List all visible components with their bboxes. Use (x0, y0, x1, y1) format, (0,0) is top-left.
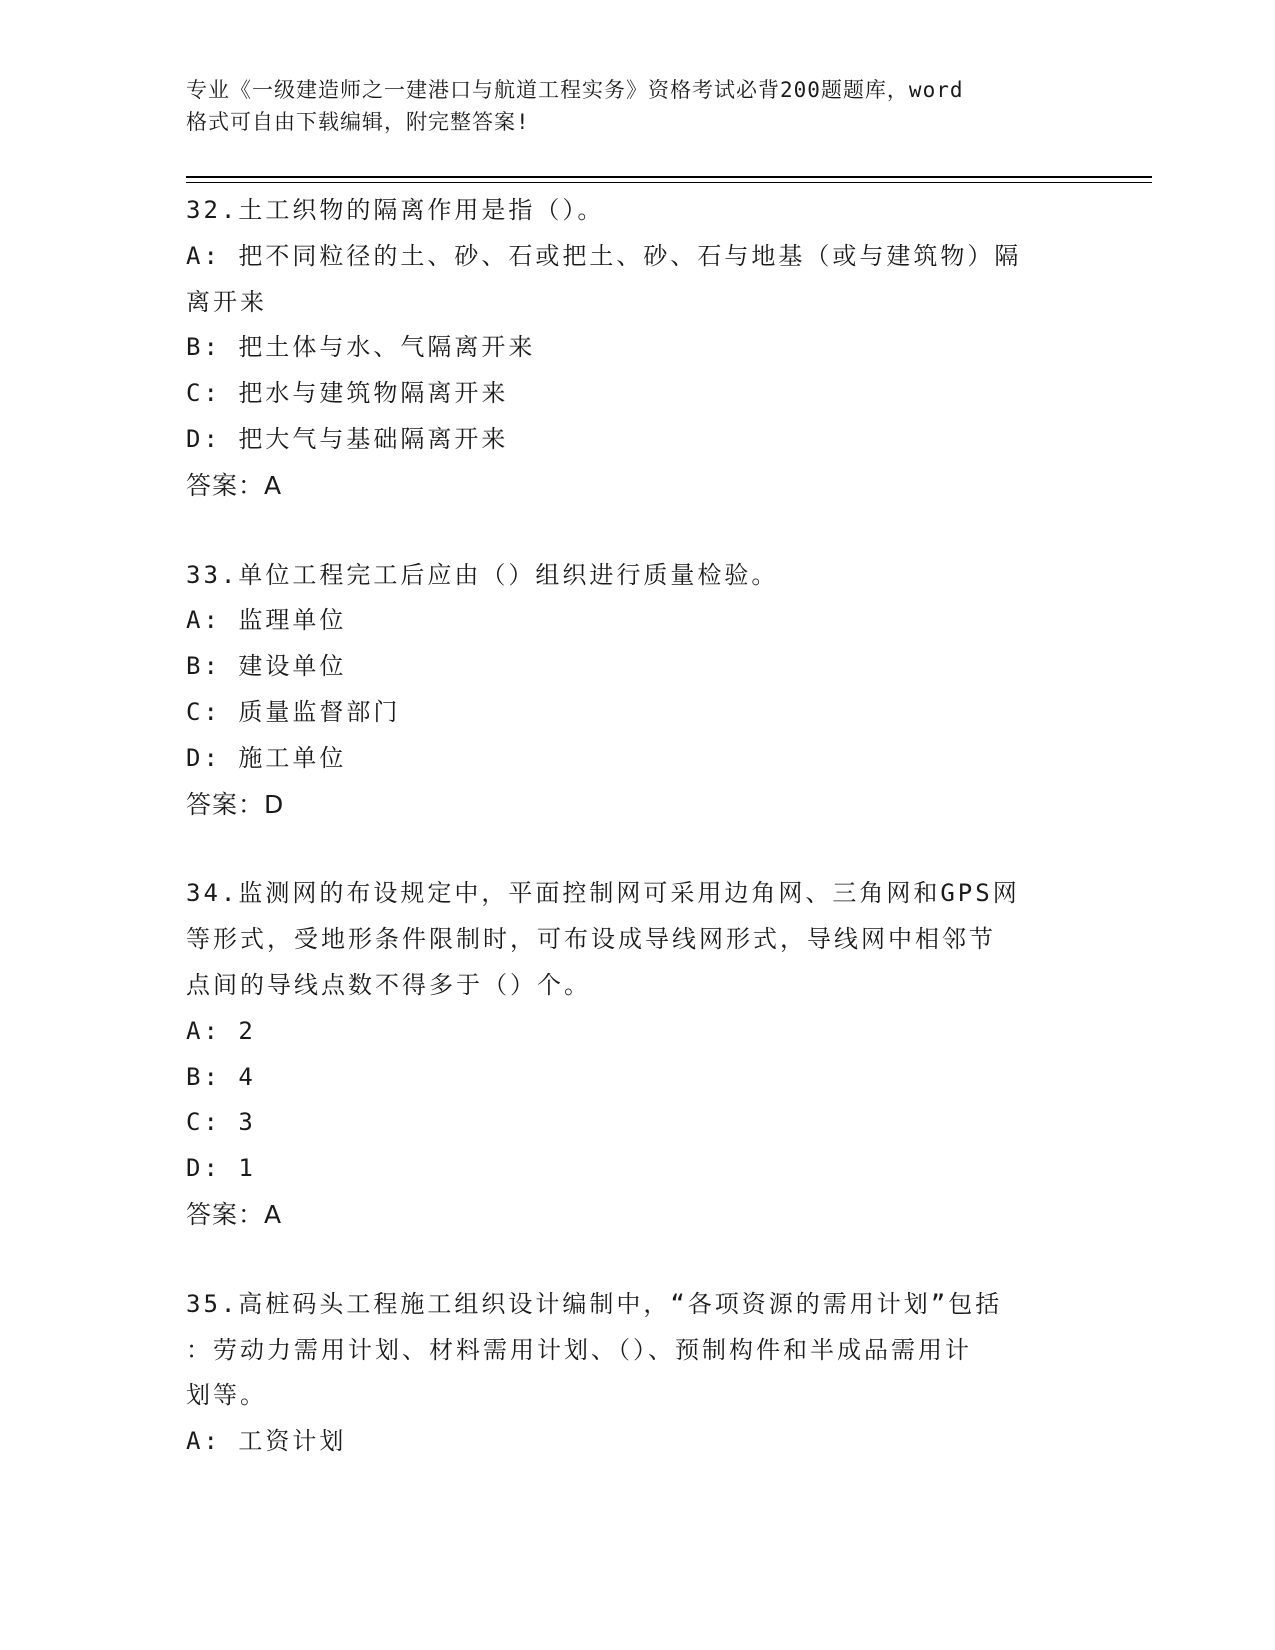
header-line-1: 专业《一级建造师之一建港口与航道工程实务》资格考试必背200题题库，word (186, 78, 964, 102)
question-32 (186, 188, 1086, 509)
header-line-2: 格式可自由下载编辑，附完整答案! (186, 110, 530, 134)
option-b: B: 把土体与水、气隔离开来 (186, 333, 536, 362)
option-a: A: 监理单位 (186, 606, 347, 635)
option-c: C: 把水与建筑物隔离开来 (186, 379, 509, 408)
option-c: C: 质量监督部门 (186, 697, 401, 726)
option-a: A: 2 (186, 1016, 256, 1045)
option-b: B: 4 (186, 1062, 256, 1091)
option-c: C: 3 (186, 1108, 256, 1137)
question-stem-line-2: ：劳动力需用计划、材料需用计划、（）、预制构件和半成品需用计 (186, 1335, 972, 1364)
option-a: A: 工资计划 (186, 1427, 347, 1456)
question-stem-line-3: 点间的导线点数不得多于（）个。 (186, 970, 591, 999)
document-header (186, 74, 1066, 138)
question-33 (186, 553, 1086, 828)
answer-line: 答案：A (186, 1199, 283, 1229)
option-d: D: 1 (186, 1154, 256, 1183)
option-b: B: 建设单位 (186, 652, 347, 681)
question-stem-line-1: 35.高桩码头工程施工组织设计编制中，“各项资源的需用计划”包括 (186, 1289, 1003, 1318)
question-stem-line-3: 划等。 (186, 1381, 267, 1410)
question-stem: 32.土工织物的隔离作用是指（）。 (186, 196, 605, 224)
question-34 (186, 871, 1086, 1237)
answer-line: 答案：A (186, 470, 283, 500)
option-d: D: 把大气与基础隔离开来 (186, 424, 509, 453)
question-stem-line-2: 等形式，受地形条件限制时，可布设成导线网形式，导线网中相邻节 (186, 925, 996, 954)
header-divider-thin (186, 182, 1152, 183)
question-stem-line-1: 34.监测网的布设规定中，平面控制网可采用边角网、三角网和GPS网 (186, 879, 1020, 908)
option-d: D: 施工单位 (186, 743, 347, 772)
header-divider-thick (186, 176, 1152, 178)
answer-line: 答案：D (186, 789, 285, 819)
question-list (186, 188, 1086, 1509)
option-a-continued: 离开来 (186, 287, 267, 316)
question-35 (186, 1282, 1086, 1465)
option-a: A: 把不同粒径的土、砂、石或把土、砂、石与地基（或与建筑物）隔 (186, 241, 1022, 270)
question-stem: 33.单位工程完工后应由（）组织进行质量检验。 (186, 560, 779, 589)
